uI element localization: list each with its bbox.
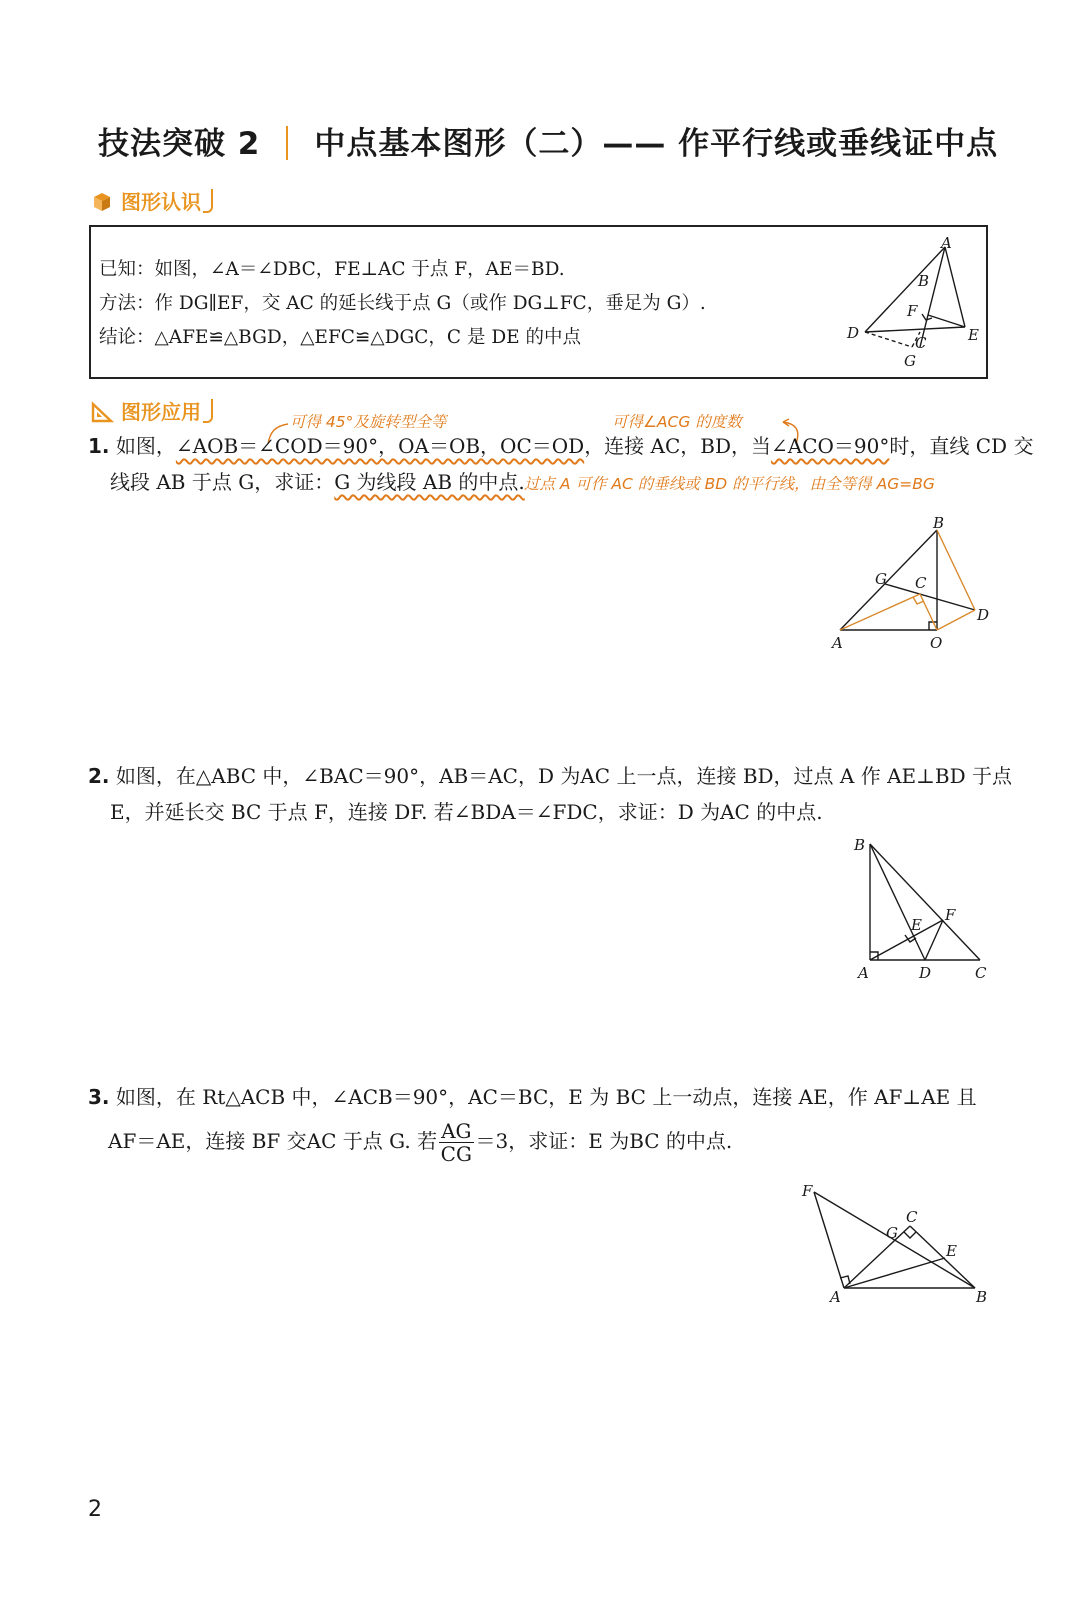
box-conclusion: 结论：△AFE≌△BGD，△EFC≌△DGC，C 是 DE 的中点 (99, 327, 582, 348)
cube-icon (90, 191, 114, 213)
section-recognition (90, 186, 213, 215)
fig1-label-g: G (875, 570, 887, 588)
section-recognition-label: 图形认识 (120, 190, 201, 214)
q3-line1 (88, 1083, 977, 1111)
box-method: 方法：作 DG∥EF，交 AC 的延长线于点 G（或作 DG⊥FC，垂足为 G）. (99, 293, 706, 314)
q2-number: 2. (88, 764, 110, 788)
fig0-label-f: F (907, 302, 918, 320)
q1-text-a: 如图， (115, 434, 176, 458)
q1-text-c: 时，直线 CD 交 (889, 434, 1034, 458)
q3-frac-num: AG (441, 1119, 472, 1143)
fig2-label-a: A (858, 964, 869, 982)
technique-label: 技法突破 2 (98, 126, 261, 162)
fig0-label-e: E (968, 326, 979, 344)
q3-number: 3. (88, 1085, 110, 1109)
q1-text-d: 线段 AB 于点 G，求证： (110, 470, 335, 494)
q1-figure (825, 510, 995, 660)
page-title (98, 118, 998, 163)
q1-note-right: 过点 A 可作 AC 的垂线或 BD 的平行线，由全等得 AG=BG (524, 475, 935, 493)
q2-line2: E，并延长交 BC 于点 F，连接 DF. 若∠BDA＝∠FDC，求证：D 为AC 的中点. (110, 800, 823, 824)
fig3-label-g: G (886, 1224, 898, 1242)
fig2-label-d: D (919, 964, 932, 982)
fig2-label-b: B (854, 836, 866, 854)
fig3-label-e: E (946, 1242, 957, 1260)
q1-note-top-left: 可得 45°及旋转型全等 (290, 413, 447, 431)
fig0-label-d: D (847, 324, 860, 342)
fig0-label-a: A (941, 234, 952, 252)
q3-text-1: 如图，在 Rt△ACB 中，∠ACB＝90°，AC＝BC，E 为 BC 上一动点，连接 AE，作 AF⊥AE 且 (115, 1085, 977, 1109)
section-application-label: 图形应用 (120, 400, 201, 424)
q1-angle-wavy: ∠ACO＝90° (771, 434, 890, 458)
fig1-label-a: A (832, 634, 843, 652)
q3-text-2b: ＝3，求证：E 为BC 的中点. (475, 1129, 733, 1153)
fig0-label-b: B (918, 272, 930, 290)
page-number: 2 (88, 1497, 102, 1522)
q1-note-top-right: 可得∠ACG 的度数 (612, 413, 742, 431)
q3-figure (800, 1178, 1000, 1308)
fig3-label-b: B (976, 1288, 988, 1306)
q3-frac-den: CG (440, 1142, 472, 1166)
q3-fraction (439, 1120, 473, 1165)
q2-text-1: 如图，在△ABC 中，∠BAC＝90°，AB＝AC，D 为AC 上一点，连接 BD，过点 A 作 AE⊥BD 于点 (115, 764, 1013, 788)
q3-line2 (108, 1120, 732, 1165)
box-figure (840, 232, 985, 372)
q1-text-b: ，连接 AC，BD，当 (584, 434, 772, 458)
q1-condition-wavy: ∠AOB＝∠COD＝90°，OA＝OB，OC＝OD (175, 434, 585, 458)
fig1-label-c: C (915, 574, 927, 592)
q2-line1 (88, 762, 1012, 790)
fig0-label-c: C (915, 334, 927, 352)
fig1-label-b: B (933, 514, 945, 532)
fig3-label-c: C (906, 1208, 918, 1226)
fig2-label-f: F (945, 906, 956, 924)
title-text: 中点基本图形（二）—— 作平行线或垂线证中点 (314, 126, 999, 162)
q3-text-2a: AF＝AE，连接 BF 交AC 于点 G. 若 (108, 1129, 438, 1153)
title-separator (286, 126, 288, 160)
fig3-label-a: A (830, 1288, 841, 1306)
section-application (90, 396, 213, 425)
q1-goal-wavy: G 为线段 AB 的中点. (334, 470, 525, 494)
fig2-label-e: E (911, 916, 922, 934)
q1-line2 (110, 468, 525, 496)
fig3-label-f: F (802, 1182, 813, 1200)
q1-line1 (88, 432, 1033, 460)
fig2-label-c: C (975, 964, 987, 982)
q1-number: 1. (88, 434, 110, 458)
fig0-label-g: G (904, 352, 916, 370)
q2-figure (848, 832, 998, 987)
box-known: 已知：如图，∠A＝∠DBC，FE⊥AC 于点 F，AE＝BD. (99, 259, 565, 280)
triangle-ruler-icon (90, 401, 114, 423)
fig1-label-o: O (930, 634, 943, 652)
fig1-label-d: D (977, 606, 990, 624)
